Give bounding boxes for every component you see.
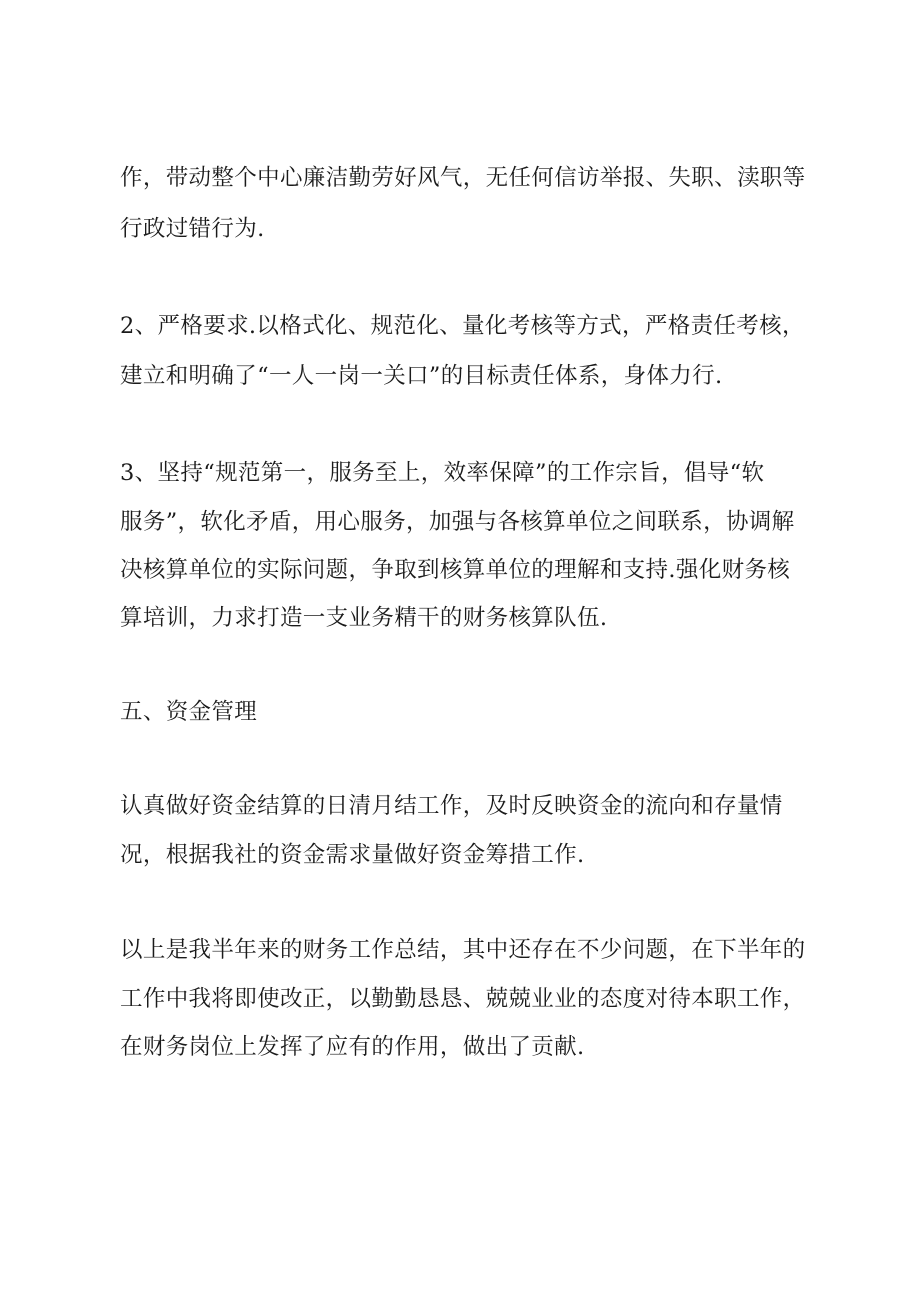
paragraph-5-line-3: 在财务岗位上发挥了应有的作用，做出了贡献. bbox=[120, 1034, 585, 1060]
paragraph-3-line-1: 3、坚持“规范第一，服务至上，效率保障”的工作宗旨，倡导“软 bbox=[120, 460, 765, 486]
paragraph-3-line-2: 服务”，软化矛盾，用心服务，加强与各核算单位之间联系，协调解 bbox=[120, 509, 795, 535]
paragraph-4-line-2: 况，根据我社的资金需求量做好资金筹措工作. bbox=[120, 842, 585, 868]
paragraph-3-line-3: 决核算单位的实际问题，争取到核算单位的理解和支持.强化财务核 bbox=[120, 557, 791, 583]
paragraph-2-line-1: 2、严格要求.以格式化、规范化、量化考核等方式，严格责任考核， bbox=[120, 313, 805, 339]
paragraph-5-line-2: 工作中我将即使改正，以勤勤恳恳、兢兢业业的态度对待本职工作， bbox=[120, 986, 806, 1012]
paragraph-5-line-1: 以上是我半年来的财务工作总结，其中还存在不少问题，在下半年的 bbox=[120, 937, 806, 963]
paragraph-3-line-4: 算培训，力求打造一支业务精干的财务核算队伍. bbox=[120, 605, 608, 631]
paragraph-1-line-1: 作，带动整个中心廉洁勤劳好风气，无任何信访举报、失职、渎职等 bbox=[120, 165, 806, 191]
paragraph-2-line-2: 建立和明确了“一人一岗一关口”的目标责任体系，身体力行. bbox=[120, 363, 723, 389]
paragraph-4-line-1: 认真做好资金结算的日清月结工作，及时反映资金的流向和存量情 bbox=[120, 793, 783, 819]
paragraph-1-line-2: 行政过错行为. bbox=[120, 216, 265, 242]
section-heading-funds-management: 五、资金管理 bbox=[120, 699, 258, 725]
